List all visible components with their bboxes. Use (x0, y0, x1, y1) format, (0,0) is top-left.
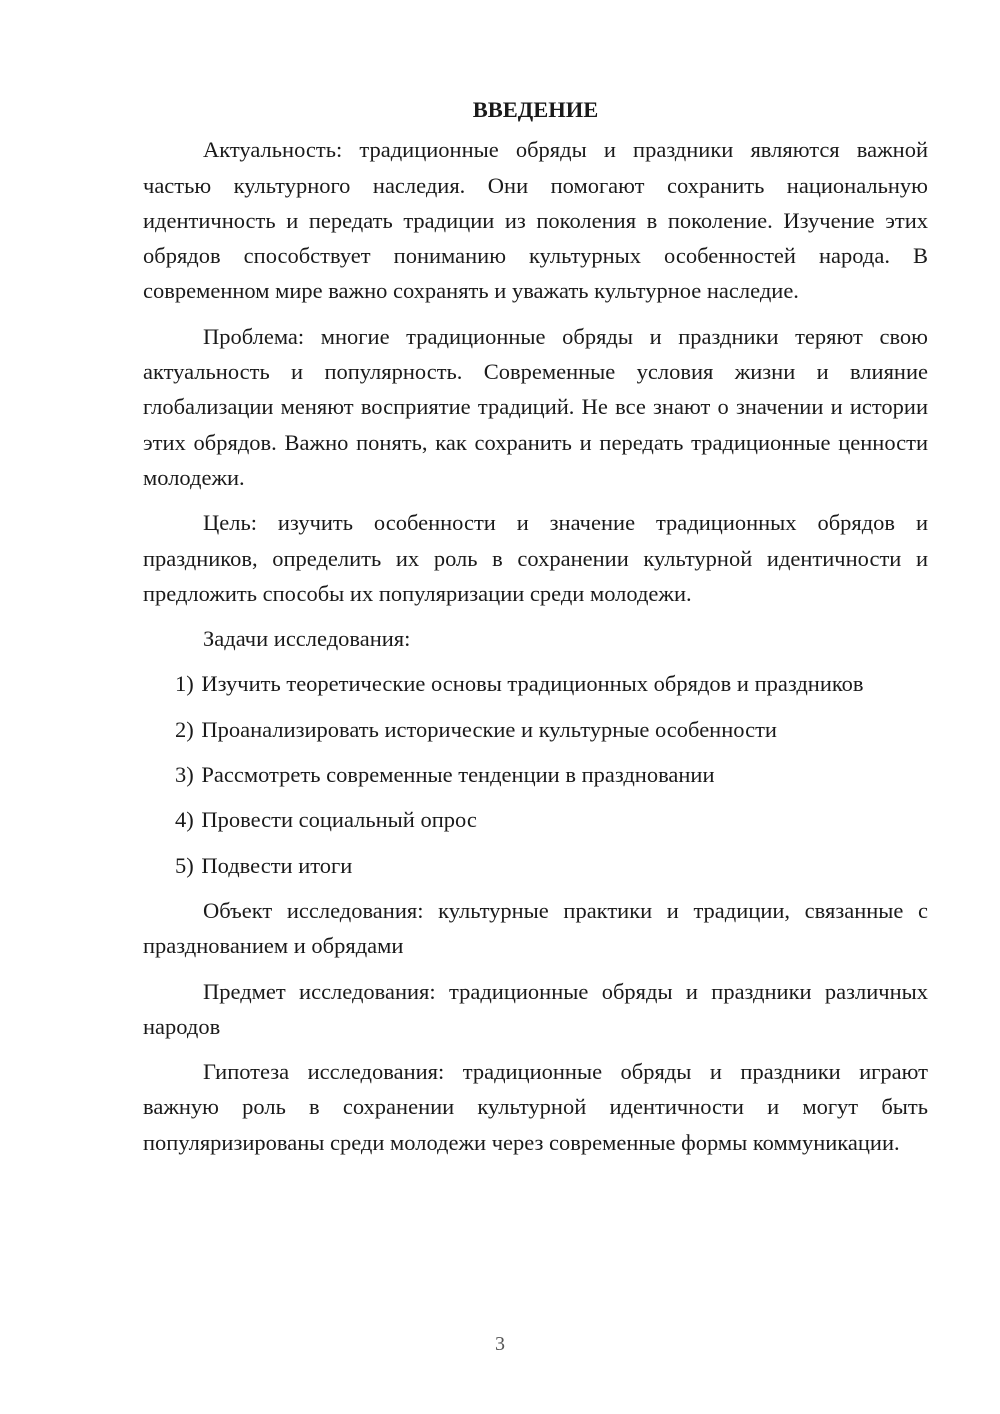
list-item (143, 712, 928, 747)
task-number: 5) (175, 852, 194, 878)
task-text: Подвести итоги (201, 852, 353, 878)
list-item (143, 848, 928, 883)
task-text: Провести социальный опрос (201, 807, 477, 833)
tasks-list (143, 666, 928, 882)
list-item (143, 802, 928, 837)
task-text: Рассмотреть современные тенденции в праздновании (201, 762, 715, 788)
task-number: 4) (175, 807, 194, 833)
problem-paragraph: Проблема: многие традиционные обряды и праздники теряют свою актуальность и популярность. Современные условия жизни и влияние глобализации меняют восприятие традиций. Не все знают о значении и истории этих обрядов. Важно понять, как сохранить и передать традиционные ценности молодежи. (143, 323, 928, 490)
section-title: ВВЕДЕНИЕ (472, 97, 599, 122)
task-text: Изучить теоретические основы традиционных обрядов и праздников (201, 671, 864, 697)
task-number: 3) (175, 762, 194, 788)
list-item (143, 757, 928, 792)
goal-paragraph: Цель: изучить особенности и значение традиционных обрядов и праздников, определить их роль в сохранении культурной идентичности и предложить способы их популяризации среди молодежи. (143, 510, 928, 606)
hypothesis-paragraph: Гипотеза исследования: традиционные обряды и праздники играют важную роль в сохранении культурной идентичности и могут быть популяризированы среди молодежи через современные формы коммуникации. (143, 1059, 928, 1155)
task-number: 1) (175, 671, 194, 697)
task-number: 2) (175, 716, 194, 742)
subject-paragraph: Предмет исследования: традиционные обряды и праздники различных народов (143, 978, 928, 1039)
document-page (143, 92, 928, 1170)
page-number: 3 (495, 1333, 505, 1355)
object-paragraph: Объект исследования: культурные практики и традиции, связанные с празднованием и обрядами (143, 897, 928, 959)
relevance-paragraph: Актуальность: традиционные обряды и праздники являются важной частью культурного наследия. Они помогают сохранить национальную идентичность и передать традиции из поколения в поколение. Изучение этих обрядов способствует пониманию культурных особенностей народа. В современном мире важно сохранять и уважать культурное наследие. (143, 137, 928, 304)
list-item (143, 666, 928, 701)
task-text: Проанализировать исторические и культурные особенности (201, 716, 777, 742)
tasks-heading: Задачи исследования: (203, 626, 411, 652)
